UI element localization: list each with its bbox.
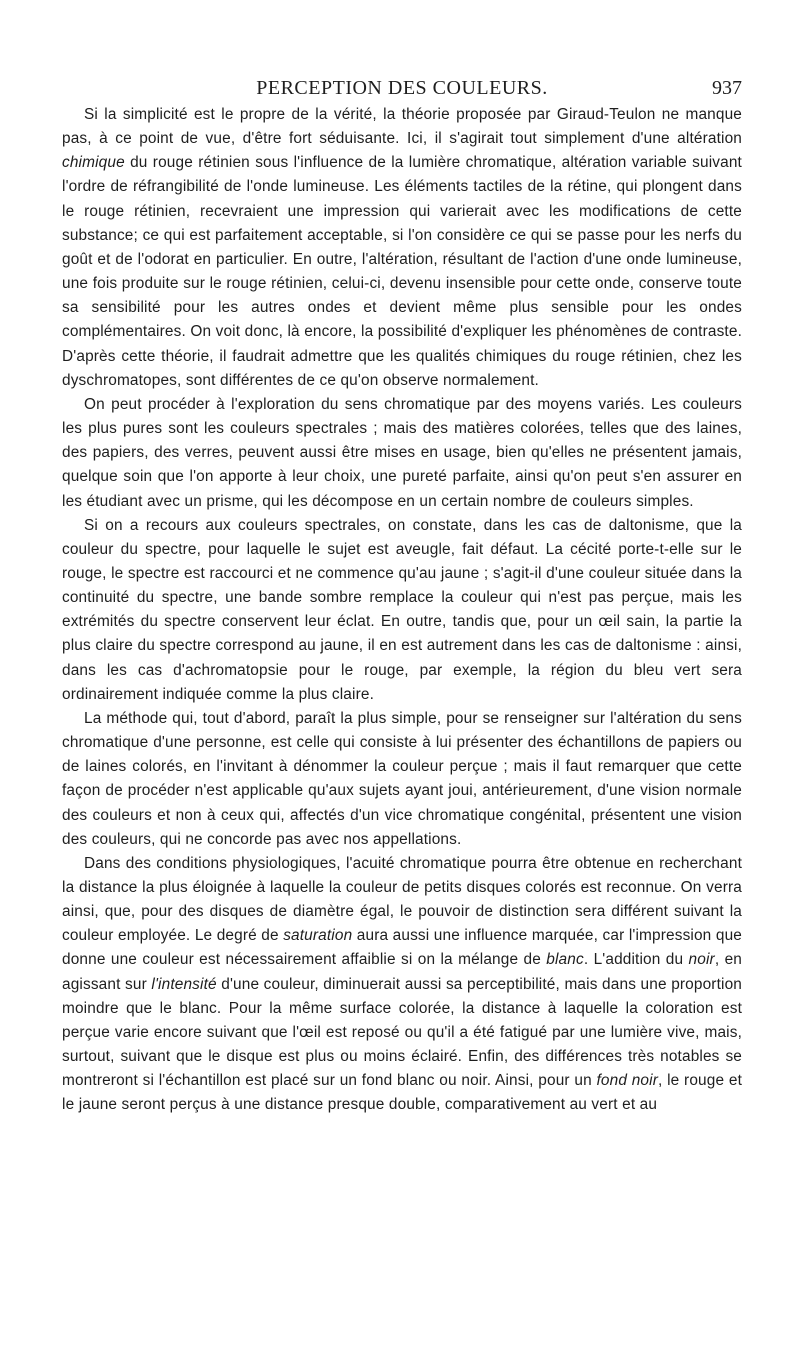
running-head: PERCEPTION DES COULEURS. bbox=[256, 77, 548, 99]
italic-text: noir bbox=[688, 951, 715, 969]
italic-text: blanc bbox=[546, 951, 584, 969]
text-run: d'une couleur, diminuerait aussi sa perceptibilité, mais dans une proportion moindre que le blanc. Pour la même surface colorée, la distance à laquelle la coloration est perçue varie encore suivant que l'œil est reposé ou qu'il a été fatigué par une lumière vive, mais, surtout, suivant que le disque est plus ou moins éclairé. Enfin, des différences très notables se montreront si l'échantillon est placé sur un fond blanc ou noir. Ainsi, pour un bbox=[62, 975, 742, 1090]
paragraph bbox=[62, 393, 742, 514]
paragraph bbox=[62, 103, 742, 393]
page-header bbox=[62, 76, 742, 100]
italic-text: saturation bbox=[283, 927, 353, 945]
text-run: . L'addition du bbox=[583, 951, 689, 969]
italic-text: l'intensité bbox=[151, 975, 217, 993]
text-run: aura aussi une influence marquée, car l'impression que donne une couleur est nécessairement affaiblie si on la mélange de bbox=[62, 927, 742, 969]
text-run: Si la simplicité est le propre de la vérité, la théorie proposée par Giraud-Teulon ne manque pas, à ce point de vue, d'être fort séduisante. Ici, il s'agirait tout simplement d'une altération bbox=[62, 106, 742, 148]
text-run: Si on a recours aux couleurs spectrales, on constate, dans les cas de daltonisme, que la couleur du spectre, pour laquelle le sujet est aveugle, fait défaut. La cécité porte-t-elle sur le rouge, le spectre est raccourci et ne commence qu'au jaune ; s'agit-il d'une couleur située dans la continuité du spectre, une bande sombre remplace la couleur qui n'est pas perçue, mais les extrémités du spectre conservent leur éclat. En outre, tandis que, pour un œil sain, la partie la plus claire du spectre correspond au jaune, il en est autrement dans les cas de daltonisme : ainsi, dans les cas d'achromatopsie pour le rouge, par exemple, la région du bleu vert sera ordinairement indiquée comme la plus claire. bbox=[62, 516, 742, 703]
italic-text: fond noir bbox=[596, 1072, 658, 1090]
text-run: du rouge rétinien sous l'influence de la lumière chromatique, altération variable suivant l'ordre de réfrangibilité de l'onde lumineuse. Les éléments tactiles de la rétine, qui plongent dans le rouge rétinien, recevraient une impression qui varierait avec les modifications de cette substance; ce qui est parfaitement acceptable, si l'on considère ce qui se passe pour les nerfs du goût et de l'odorat en particulier. En outre, l'altération, résultant de l'action d'une onde lumineuse, une fois produite sur le rouge rétinien, celui-ci, devenu insensible pour cette onde, conserve toute sa sensibilité pour les autres ondes et devient même plus sensible pour les ondes complémentaires. On voit donc, là encore, la possibilité d'expliquer les phénomènes de contraste. D'après cette théorie, il faudrait admettre que les qualités chimiques du rouge rétinien, chez les dyschromatopes, sont différentes de ce qu'on observe normalement. bbox=[62, 154, 742, 389]
paragraph bbox=[62, 852, 742, 1118]
paragraph bbox=[62, 514, 742, 707]
italic-text: chimique bbox=[62, 154, 125, 172]
page-number: 937 bbox=[712, 77, 742, 99]
text-run: La méthode qui, tout d'abord, paraît la plus simple, pour se renseigner sur l'altération du sens chromatique d'une personne, est celle qui consiste à lui présenter des échantillons de papiers ou de laines colorés, en l'invitant à dénommer la couleur perçue ; mais il faut remarquer que cette façon de procéder n'est applicable qu'aux sujets ayant joui, antérieurement, d'une vision normale des couleurs et non à ceux qui, affectés d'un vice chromatique congénital, présentent une vision des couleurs, qui ne concorde pas avec nos appellations. bbox=[62, 709, 742, 848]
paragraph bbox=[62, 707, 742, 852]
text-run: On peut procéder à l'exploration du sens chromatique par des moyens variés. Les couleurs les plus pures sont les couleurs spectrales ; mais des matières colorées, telles que des laines, des papiers, des verres, peuvent aussi être mises en usage, bien qu'elles ne présentent jamais, quelque soin que l'on apporte à leur choix, une pureté parfaite, ainsi qu'on peut s'en assurer en les étudiant avec un prisme, qui les décompose en un certain nombre de couleurs simples. bbox=[62, 395, 742, 510]
body-text bbox=[62, 103, 742, 1118]
text-run: Dans des conditions physiologiques, l'acuité chromatique pourra être obtenue en recherchant la distance la plus éloignée à laquelle la couleur de petits disques colorés est reconnue. On verra ainsi, que, pour des disques de diamètre égal, le pouvoir de distinction sera différent suivant la couleur employée. Le degré de bbox=[62, 854, 742, 945]
text-run: , le rouge et le jaune seront perçus à une distance presque double, comparativement au vert et au bbox=[62, 1072, 742, 1114]
text-run: , en agissant sur bbox=[62, 951, 742, 993]
